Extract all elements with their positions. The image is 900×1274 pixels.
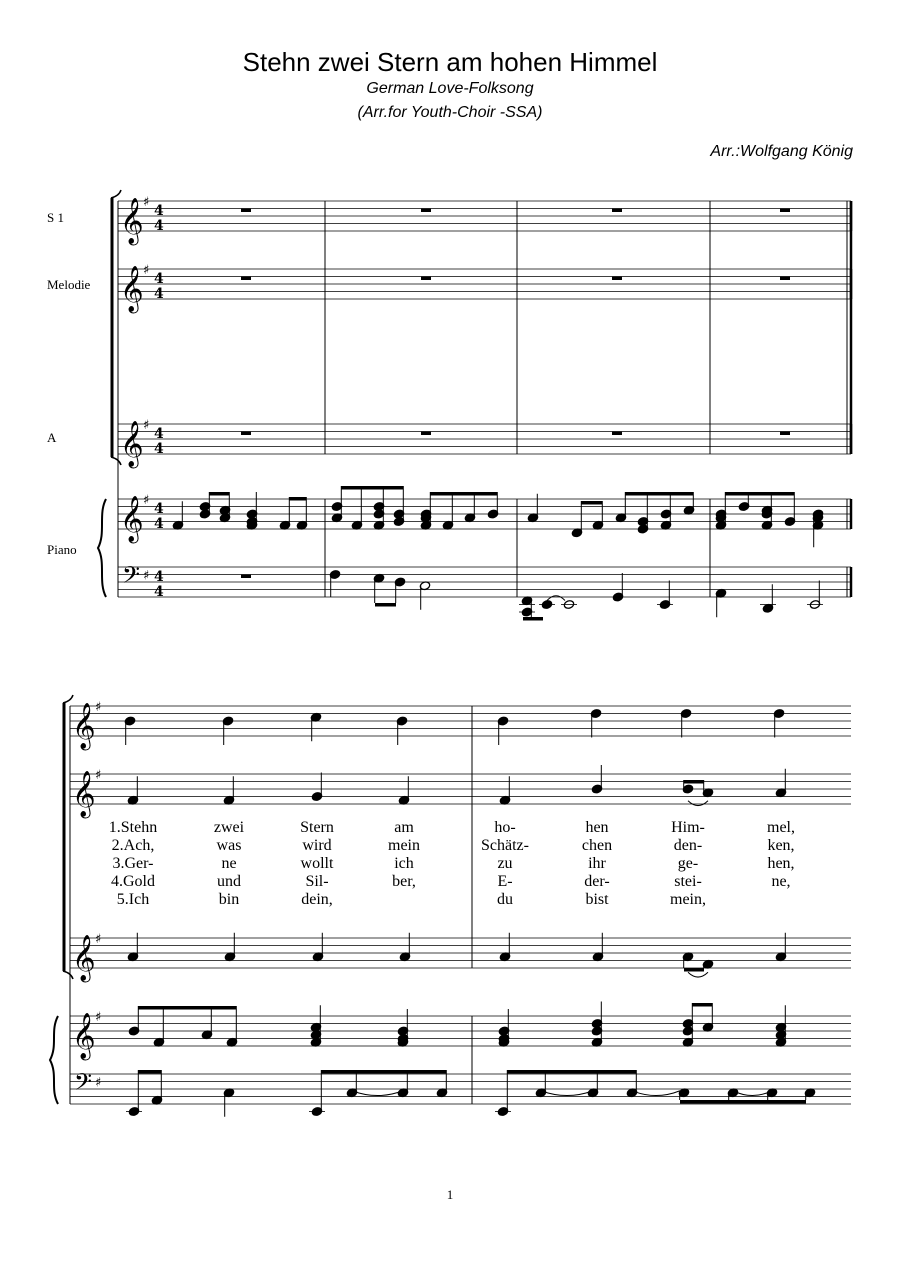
whole-rest: [612, 209, 622, 213]
whole-rest: [241, 209, 251, 213]
time-signature-denominator: 4: [154, 286, 164, 302]
key-signature-sharp: ♯: [95, 1010, 102, 1025]
tie: [632, 1091, 680, 1096]
time-signature-denominator: 4: [154, 584, 164, 600]
lyric-syllable: Stern: [300, 819, 334, 836]
tie: [547, 596, 565, 601]
note-beam: [321, 1070, 446, 1074]
treble-clef: 𝄞: [120, 198, 144, 244]
whole-rest: [780, 209, 790, 213]
treble-clef: 𝄞: [72, 1013, 96, 1059]
key-signature-sharp: ♯: [95, 768, 102, 783]
lyric-syllable: mein,: [670, 891, 706, 908]
note-beam: [209, 492, 229, 496]
score-title: Stehn zwei Stern am hohen Himmel: [242, 47, 658, 77]
key-signature-sharp: ♯: [95, 1075, 102, 1091]
lyric-syllable: E-: [497, 873, 513, 890]
bracket-hook-top: [111, 190, 121, 198]
lyric-syllable: am: [394, 819, 414, 836]
lyric-syllable: 4.Gold: [111, 873, 155, 890]
whole-rest: [612, 277, 622, 281]
lyric-syllable: hen: [585, 819, 609, 836]
lyric-syllable: ne: [221, 855, 237, 872]
whole-rest: [780, 277, 790, 281]
note-beam: [725, 492, 794, 496]
piano-brace: [50, 1016, 58, 1104]
time-signature-denominator: 4: [154, 516, 164, 532]
bass-clef: 𝄢: [122, 561, 141, 594]
lyric-syllable: ich: [394, 855, 414, 872]
note-beam: [507, 1070, 636, 1074]
lyric-syllable: ber,: [392, 873, 416, 890]
key-signature-sharp: ♯: [95, 700, 102, 715]
tie: [733, 1091, 772, 1096]
instrument-label-melodie: Melodie: [47, 277, 91, 292]
note-beam: [138, 1006, 236, 1010]
whole-rest: [241, 277, 251, 281]
lyric-syllable: mein: [388, 837, 420, 854]
lyric-syllable: Him-: [671, 819, 705, 836]
lyric-syllable: wollt: [300, 855, 334, 872]
note-beam: [430, 492, 497, 496]
note-beam: [684, 968, 704, 972]
whole-rest: [241, 432, 251, 436]
treble-clef: 𝄞: [72, 771, 96, 817]
piano-brace: [98, 499, 106, 597]
arranger-credit: Arr.:Wolfgang König: [710, 143, 853, 160]
time-signature-numerator: 4: [154, 271, 164, 287]
treble-clef: 𝄞: [72, 703, 96, 749]
lyric-syllable: 2.Ach,: [111, 837, 155, 854]
time-signature-numerator: 4: [154, 426, 164, 442]
lyric-syllable: 3.Ger-: [112, 855, 154, 872]
lyric-syllable: chen: [581, 837, 613, 854]
tie: [688, 801, 708, 806]
whole-rest: [421, 432, 431, 436]
whole-rest: [421, 277, 431, 281]
bass-clef: 𝄢: [74, 1068, 93, 1101]
lyric-syllable: den-: [673, 837, 703, 854]
key-signature-sharp: ♯: [143, 263, 150, 278]
lyric-syllable: bin: [218, 891, 240, 908]
lyric-syllable: ho-: [494, 819, 516, 836]
lyric-syllable: ne,: [771, 873, 791, 890]
lyric-syllable: 5.Ich: [116, 891, 150, 908]
instrument-label-piano: Piano: [47, 542, 77, 557]
lyric-syllable: du: [497, 891, 513, 908]
key-signature-sharp: ♯: [143, 568, 150, 584]
key-signature-sharp: ♯: [143, 493, 150, 508]
tie: [688, 972, 708, 977]
time-signature-denominator: 4: [154, 218, 164, 234]
note-beam: [289, 497, 306, 501]
lyric-syllable: dein,: [301, 891, 333, 908]
treble-clef: 𝄞: [120, 266, 144, 312]
note-beam: [375, 603, 396, 607]
lyric-syllable: ge-: [677, 855, 699, 872]
whole-rest: [612, 432, 622, 436]
lyric-syllable: was: [216, 837, 242, 854]
treble-clef: 𝄞: [120, 421, 144, 467]
time-signature-denominator: 4: [154, 441, 164, 457]
key-signature-sharp: ♯: [143, 418, 150, 433]
lyric-syllable: ihr: [588, 855, 606, 872]
score-arrangement-note: (Arr.for Youth-Choir -SSA): [357, 104, 543, 121]
tie: [352, 1091, 403, 1096]
whole-rest: [241, 575, 251, 579]
lyric-syllable: bist: [585, 891, 609, 908]
lyric-syllable: stei-: [674, 873, 702, 890]
whole-rest: [780, 432, 790, 436]
treble-clef: 𝄞: [72, 935, 96, 981]
note-beam: [138, 1070, 161, 1074]
lyric-syllable: Schätz-: [481, 837, 529, 854]
score-subtitle: German Love-Folksong: [366, 80, 534, 97]
lyric-syllable: wird: [302, 837, 332, 854]
note-beam: [523, 617, 543, 621]
note-beam: [625, 492, 693, 496]
lyric-syllable: Sil-: [305, 873, 329, 890]
lyric-syllable: mel,: [767, 819, 795, 836]
bracket-hook-top: [63, 695, 73, 703]
lyric-syllable: der-: [584, 873, 610, 890]
time-signature-numerator: 4: [154, 203, 164, 219]
lyric-syllable: zu: [497, 855, 513, 872]
lyric-syllable: 1.Stehn: [108, 819, 158, 836]
lyric-syllable: zwei: [213, 819, 245, 836]
lyric-syllable: ken,: [767, 837, 795, 854]
instrument-label-a: A: [47, 430, 57, 445]
lyric-syllable: hen,: [767, 855, 795, 872]
tie: [541, 1091, 593, 1096]
note-beam: [581, 501, 602, 505]
lyric-syllable: und: [217, 873, 241, 890]
note-beam: [692, 1003, 712, 1007]
key-signature-sharp: ♯: [95, 932, 102, 947]
key-signature-sharp: ♯: [143, 195, 150, 210]
note-beam: [684, 780, 704, 784]
page-number: 1: [446, 1187, 454, 1202]
note-beam: [680, 1100, 806, 1104]
time-signature-numerator: 4: [154, 501, 164, 517]
whole-rest: [421, 209, 431, 213]
note-beam: [341, 486, 403, 490]
time-signature-numerator: 4: [154, 569, 164, 585]
instrument-label-s1: S 1: [47, 210, 64, 225]
treble-clef: 𝄞: [120, 496, 144, 542]
